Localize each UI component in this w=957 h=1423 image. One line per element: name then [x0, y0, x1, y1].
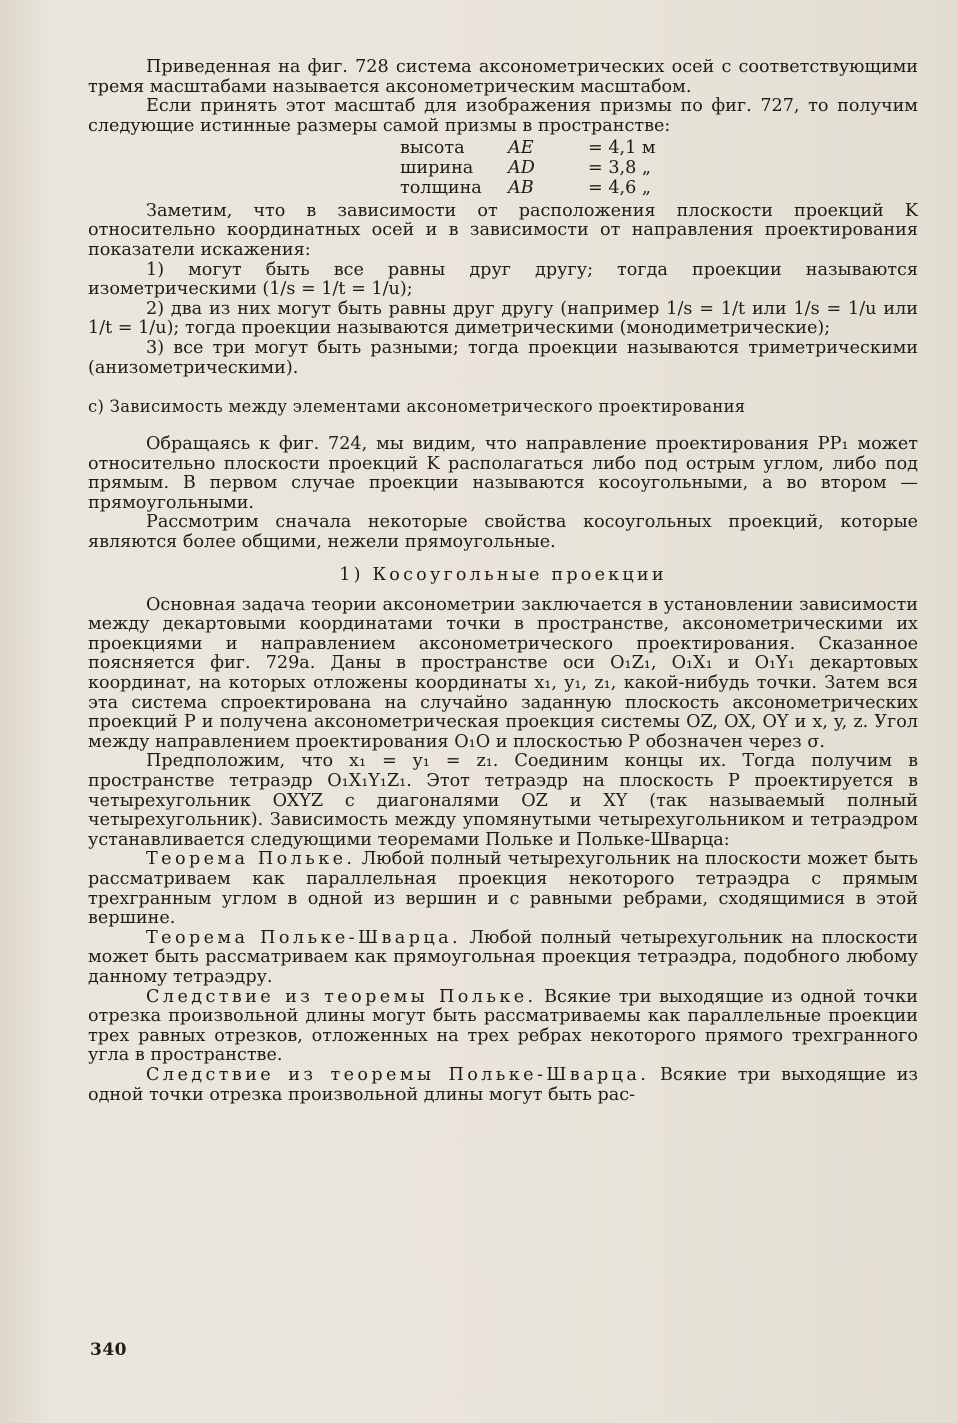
corollary-pohlke-schwarz — [88, 1066, 918, 1105]
dimension-value: = 4,1 м — [588, 138, 656, 159]
section-heading: c) Зависимость между элементами аксонометрического проектирования — [88, 397, 746, 417]
subsection-heading: 1) Косоугольные проекции — [339, 564, 667, 585]
corollary-pohlke-text: Всякие три выходящие из одной точки отрезка произвольной длины могут быть рассматриваемы как параллельные проекции трех равных отрезков, отложенных на трех ребрах некоторого прямого трехгранного угла в пространстве. — [88, 986, 919, 1066]
theorem-pohlke — [88, 850, 918, 928]
text-column — [88, 58, 918, 1105]
paragraph-axonometry-task: Основная задача теории аксонометрии заключается в установлении зависимости между декартовыми координатами точки в пространстве, аксонометрическими их проекциями и направлением аксонометрического проектирования. Сказанное поясняется фиг. 729а. Даны в пространстве оси O₁Z₁, O₁X₁ и O₁Y₁ декартовых координат, на которых отложены координаты x₁, y₁, z₁, какой-нибудь точки. Затем вся эта система спроектирована на случайно заданную плоскость аксонометрических проекций P и получена аксонометрическая проекция системы OZ, OX, OY и x, y, z. Угол между направлением проектирования O₁O и плоскостью P обозначен через σ. — [88, 594, 918, 752]
dimension-value: = 3,8 „ — [588, 158, 652, 179]
paragraph-projection-direction: Обращаясь к фиг. 724, мы видим, что направление проектирования PP₁ может относительно плоскости проекций K располагаться либо под острым углом, либо под прямым. В первом случае проекции называются косоугольными, а во втором — прямоугольными. — [88, 434, 918, 513]
list-item-isometric: 1) могут быть все равны друг другу; тогда проекции называются изометрическими (1/s = 1/t = 1/u); — [88, 259, 918, 300]
corollary-pohlke-title: Следствие из теоремы Польке. — [146, 986, 537, 1007]
theorem-pohlke-schwarz-text: Любой полный четырехугольник на плоскости может быть рассматриваем как прямоугольная проекция тетраэдра, подобного любому данному тетраэдру. — [88, 927, 918, 987]
paragraph-scale-definition: Приведенная на фиг. 728 система аксонометрических осей с соответствующими тремя масштабами называется аксонометрическим масштабом. — [88, 57, 918, 97]
theorem-pohlke-schwarz-title: Теорема Польке-Шварца. — [146, 927, 461, 948]
dimension-label: толщина — [400, 177, 482, 198]
paragraph-distortion-indices: Заметим, что в зависимости от расположения плоскости проекций K относительно координатных осей и в зависимости от направления проектирования показатели искажения: — [88, 200, 918, 260]
dimension-row — [400, 179, 918, 199]
corollary-pohlke-schwarz-title: Следствие из теоремы Польке-Шварца. — [146, 1064, 650, 1085]
theorem-pohlke-text: Любой полный четырехугольник на плоскости может быть рассматриваем как параллельная проекция некоторого тетраэдра с прямым трехгранным углом в одной из вершин и с равными ребрами, сходящимися в этой вершине. — [88, 849, 919, 929]
corollary-pohlke-schwarz-text: Всякие три выходящие из одной точки отрезка произвольной длины могут быть рас- — [88, 1064, 919, 1105]
corollary-pohlke — [88, 988, 918, 1066]
dimension-symbol: AE — [508, 138, 534, 159]
paragraph-tetrahedron: Предположим, что x₁ = y₁ = z₁. Соединим концы их. Тогда получим в пространстве тетраэдр O₁X₁Y₁Z₁. Этот тетраэдр на плоскость P проектируется в четырехугольник OXYZ с диагоналями OZ и XY (так называемый полный четырехугольник). Зависимость между упомянутыми четырехугольником и тетраэдром устанавливается следующими теоремами Польке и Польке-Шварца: — [88, 751, 918, 850]
theorem-pohlke-title: Теорема Польке. — [146, 849, 356, 870]
paragraph-prism-sizes: Если принять этот масштаб для изображения призмы по фиг. 727, то получим следующие истинные размеры самой призмы в пространстве: — [88, 96, 918, 136]
dimension-label: ширина — [400, 158, 474, 179]
dimension-value: = 4,6 „ — [588, 177, 652, 198]
paragraph-oblique-properties: Рассмотрим сначала некоторые свойства косоугольных проекций, которые являются более общими, нежели прямоугольные. — [88, 512, 918, 553]
page-number: 340 — [90, 1340, 127, 1360]
dimension-label: высота — [400, 138, 465, 159]
dimension-row — [400, 139, 918, 159]
list-item-dimetric: 2) два из них могут быть равны друг другу (например 1/s = 1/t или 1/s = 1/u или 1/t = 1/u); тогда проекции называются диметрическими (монодиметрические); — [88, 298, 918, 339]
dimension-symbol: AD — [508, 158, 535, 179]
dimension-symbol: AB — [508, 177, 534, 198]
dimensions-list — [400, 139, 918, 198]
dimension-row — [400, 159, 918, 179]
list-item-trimetric: 3) все три могут быть разными; тогда проекции называются триметрическими (анизометрическими). — [88, 337, 918, 378]
theorem-pohlke-schwarz — [88, 929, 918, 988]
